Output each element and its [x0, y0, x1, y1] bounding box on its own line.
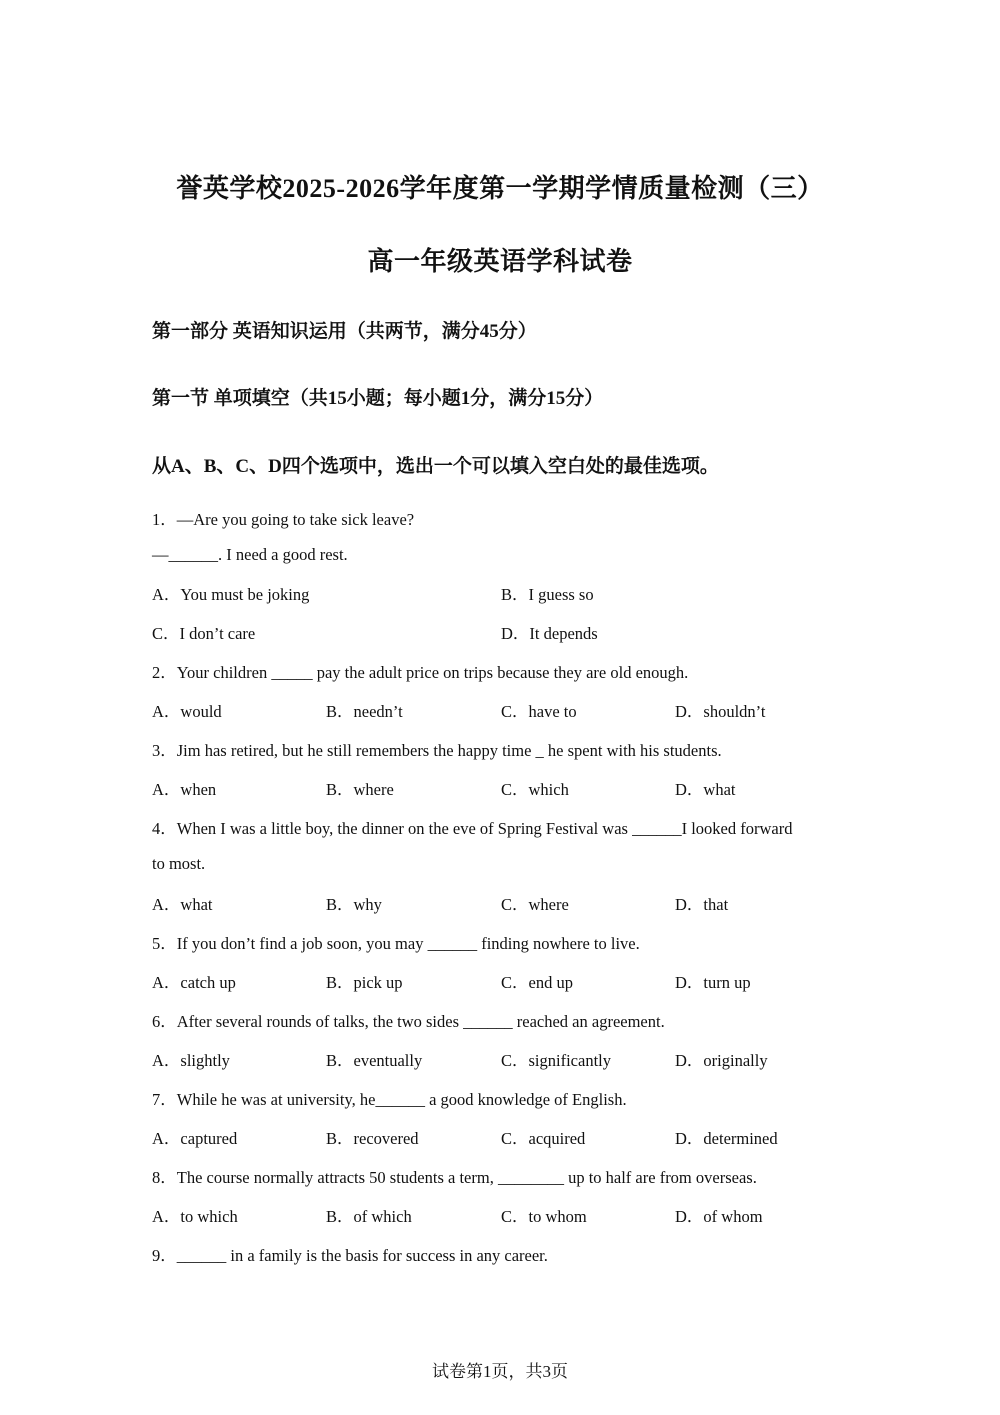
question-1-option-d: D．It depends — [501, 624, 598, 643]
question-8-stem: 8．The course normally attracts 50 students a term, ________ up to half are from overseas. — [152, 1168, 757, 1187]
exam-subtitle: 高一年级英语学科试卷 — [367, 247, 633, 276]
question-7-option-c: C．acquired — [501, 1129, 586, 1148]
question-8-option-c: C．to whom — [501, 1207, 587, 1226]
exam-title: 誉英学校2025-2026学年度第一学期学情质量检测（三） — [176, 174, 824, 203]
question-4-option-b: B．why — [326, 895, 382, 914]
question-7-option-d: D．determined — [675, 1129, 778, 1148]
question-3-option-b: B．where — [326, 780, 394, 799]
question-3-option-a: A．when — [152, 780, 217, 799]
instruction-text: 从A、B、C、D四个选项中，选出一个可以填入空白处的最佳选项。 — [152, 456, 719, 477]
question-1-option-c: C．I don’t care — [152, 624, 256, 643]
question-4-option-d: D．that — [675, 895, 729, 914]
question-4-stem: 4．When I was a little boy, the dinner on the eve of Spring Festival was ______I looked forward — [152, 819, 793, 838]
question-2-stem: 2．Your children _____ pay the adult price on trips because they are old enough. — [152, 663, 689, 682]
question-1-stem-line2: —______. I need a good rest. — [152, 545, 348, 564]
question-5-option-b: B．pick up — [326, 973, 403, 992]
question-7-option-b: B．recovered — [326, 1129, 419, 1148]
question-5-option-c: C．end up — [501, 973, 573, 992]
question-2-option-c: C．have to — [501, 702, 577, 721]
part-heading: 第一部分 英语知识运用（共两节，满分45分） — [152, 321, 537, 342]
question-6-stem: 6．After several rounds of talks, the two sides ______ reached an agreement. — [152, 1012, 665, 1031]
question-2-option-a: A．would — [152, 702, 222, 721]
question-1-option-b: B．I guess so — [501, 585, 594, 604]
question-4-option-a: A．what — [152, 895, 213, 914]
question-6-option-b: B．eventually — [326, 1051, 423, 1070]
question-3-stem: 3．Jim has retired, but he still remembers the happy time _ he spent with his students. — [152, 741, 722, 760]
question-6-option-c: C．significantly — [501, 1051, 611, 1070]
question-8-option-b: B．of which — [326, 1207, 412, 1226]
section-heading: 第一节 单项填空（共15小题；每小题1分，满分15分） — [152, 388, 604, 409]
question-3-option-d: D．what — [675, 780, 736, 799]
question-4-stem-line2: to most. — [152, 854, 206, 873]
question-7-option-a: A．captured — [152, 1129, 238, 1148]
question-9-stem: 9．______ in a family is the basis for success in any career. — [152, 1246, 548, 1265]
question-2-option-b: B．needn’t — [326, 702, 403, 721]
question-5-stem: 5．If you don’t find a job soon, you may ______ finding nowhere to live. — [152, 934, 640, 953]
question-5-option-a: A．catch up — [152, 973, 236, 992]
question-3-option-c: C．which — [501, 780, 569, 799]
question-7-stem: 7．While he was at university, he______ a good knowledge of English. — [152, 1090, 627, 1109]
question-6-option-a: A．slightly — [152, 1051, 230, 1070]
question-2-option-d: D．shouldn’t — [675, 702, 766, 721]
question-5-option-d: D．turn up — [675, 973, 751, 992]
question-8-option-a: A．to which — [152, 1207, 238, 1226]
question-1-option-a: A．You must be joking — [152, 585, 310, 604]
question-8-option-d: D．of whom — [675, 1207, 763, 1226]
question-1-stem: 1．—Are you going to take sick leave? — [152, 510, 415, 529]
question-6-option-d: D．originally — [675, 1051, 768, 1070]
page-number: 试卷第1页，共3页 — [432, 1362, 568, 1381]
question-4-option-c: C．where — [501, 895, 569, 914]
